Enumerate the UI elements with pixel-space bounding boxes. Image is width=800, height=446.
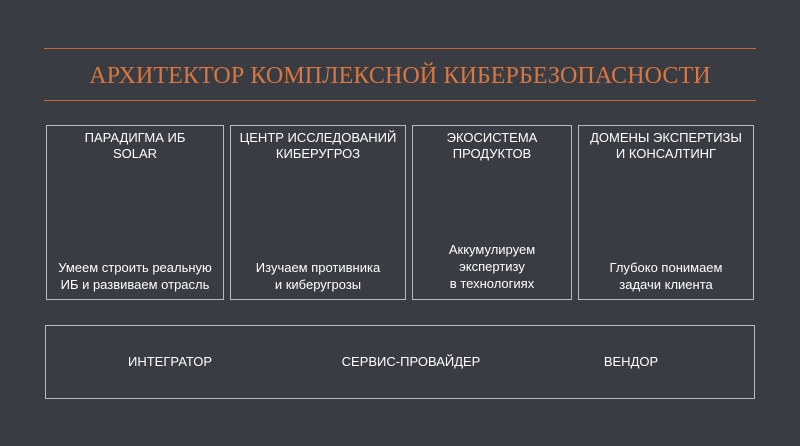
card-heading-line: ЦЕНТР ИССЛЕДОВАНИЙ [239,130,397,145]
card-heading-line: ПРОДУКТОВ [452,146,532,161]
card-description-line: экспертизу [459,259,525,274]
card-heading [231,130,405,162]
card-threat-research [230,125,406,300]
card-description-line: Глубоко понимаем [609,260,723,275]
card-heading-line: КИБЕРУГРОЗ [275,146,361,161]
card-description [413,241,571,292]
card-description-line: Умеем строить реальную [58,260,212,275]
title-top-rule [44,48,756,49]
role-integrator: ИНТЕГРАТОР [128,354,212,369]
card-description-line: Изучаем противника [255,260,381,275]
card-product-ecosystem [412,125,572,300]
card-expertise-consulting [578,125,754,300]
card-description [47,259,223,293]
card-description [579,259,753,293]
role-vendor: ВЕНДОР [603,354,659,369]
card-heading-line: ДОМЕНЫ ЭКСПЕРТИЗЫ [590,130,742,145]
card-description-line: ИБ и развиваем отрасль [60,277,210,292]
card-description-line: в технологиях [449,276,535,291]
card-heading-line: ЭКОСИСТЕМА [446,130,538,145]
card-heading [47,130,223,162]
title-bottom-rule [44,100,756,101]
roles-box [45,325,755,399]
card-description-line: задачи клиента [619,277,713,292]
card-description [231,259,405,293]
slide-title: АРХИТЕКТОР КОМПЛЕКСНОЙ КИБЕРБЕЗОПАСНОСТИ [89,63,711,89]
card-heading-line: И КОНСАЛТИНГ [615,146,717,161]
card-description-line: и киберугрозы [274,277,362,292]
card-paradigm [46,125,224,300]
role-service-provider: СЕРВИС-ПРОВАЙДЕР [341,354,481,369]
card-heading-line: SOLAR [112,146,158,161]
card-heading-line: ПАРАДИГМА ИБ [84,130,186,145]
card-heading [413,130,571,162]
card-heading [579,130,753,162]
card-description-line: Аккумулируем [448,242,536,257]
